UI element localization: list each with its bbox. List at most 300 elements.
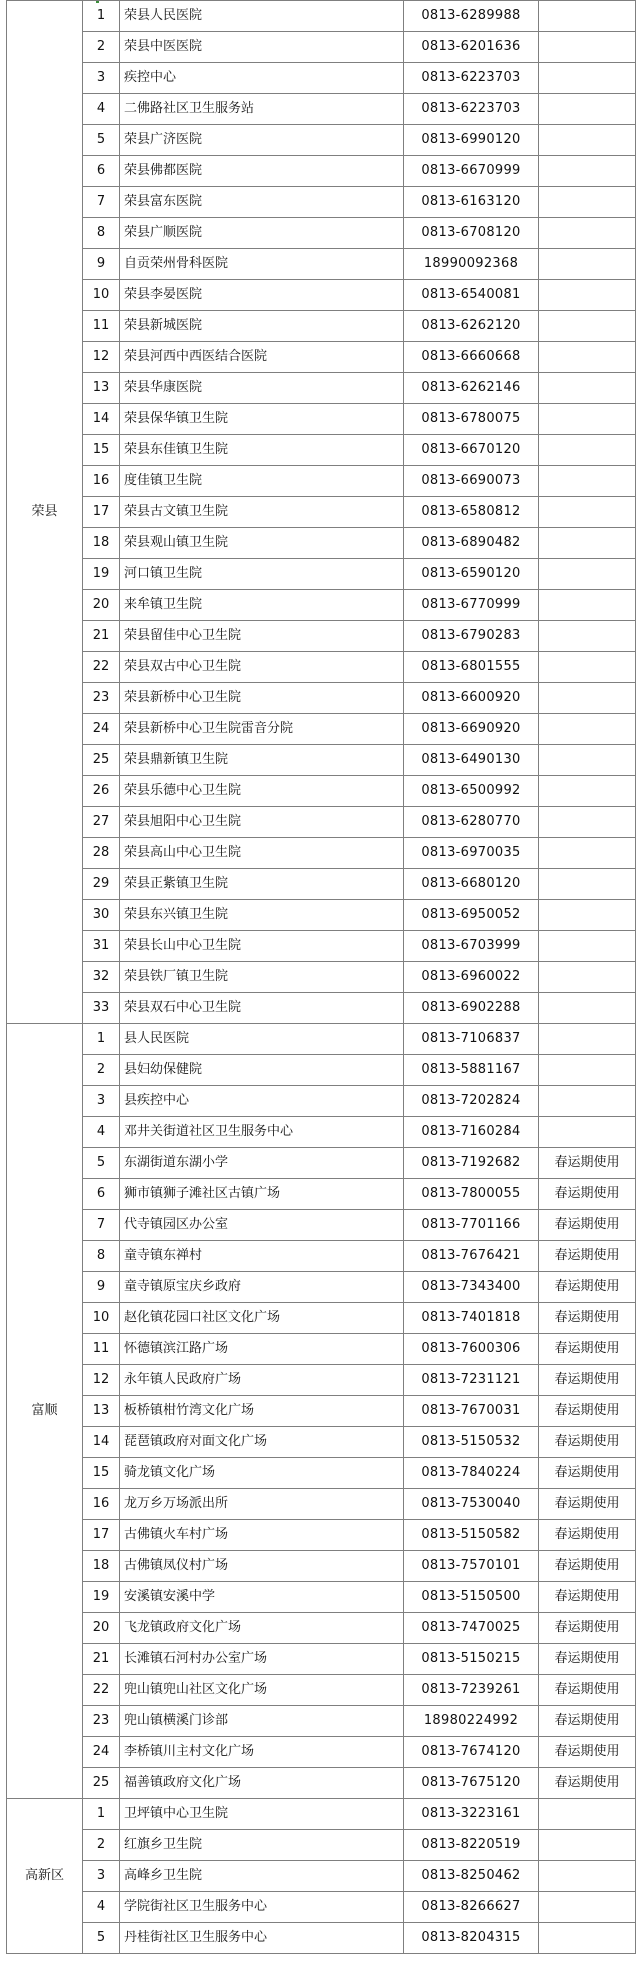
table-row: [7, 1768, 636, 1799]
note-cell: [539, 776, 636, 807]
facility-name-cell: 荣县正紫镇卫生院: [120, 869, 404, 900]
note-cell: 春运期使用: [539, 1427, 636, 1458]
table-row: [7, 342, 636, 373]
note-cell: 春运期使用: [539, 1210, 636, 1241]
table-body: [7, 1, 636, 1954]
note-cell: [539, 931, 636, 962]
row-number-cell: 22: [83, 652, 120, 683]
note-cell: 春运期使用: [539, 1458, 636, 1489]
row-number-cell: 30: [83, 900, 120, 931]
phone-cell: 0813-7676421: [404, 1241, 539, 1272]
row-number-cell: 17: [83, 1520, 120, 1551]
table-row: [7, 807, 636, 838]
facility-name-cell: 骑龙镇文化广场: [120, 1458, 404, 1489]
phone-cell: 0813-8220519: [404, 1830, 539, 1861]
note-cell: 春运期使用: [539, 1396, 636, 1427]
phone-cell: 0813-7701166: [404, 1210, 539, 1241]
phone-cell: 0813-5150582: [404, 1520, 539, 1551]
note-cell: 春运期使用: [539, 1365, 636, 1396]
phone-cell: 0813-6289988: [404, 1, 539, 32]
row-number-cell: 5: [83, 125, 120, 156]
note-cell: 春运期使用: [539, 1613, 636, 1644]
row-number-cell: 16: [83, 466, 120, 497]
facility-name-cell: 县妇幼保健院: [120, 1055, 404, 1086]
note-cell: [539, 1799, 636, 1830]
facility-name-cell: 李桥镇川主村文化广场: [120, 1737, 404, 1768]
note-cell: [539, 1, 636, 32]
row-number-cell: 22: [83, 1675, 120, 1706]
row-number-cell: 21: [83, 621, 120, 652]
phone-cell: 0813-6580812: [404, 497, 539, 528]
row-number-cell: 8: [83, 1241, 120, 1272]
note-cell: [539, 652, 636, 683]
facility-name-cell: 怀德镇滨江路广场: [120, 1334, 404, 1365]
note-cell: [539, 559, 636, 590]
table-row: [7, 1861, 636, 1892]
note-cell: 春运期使用: [539, 1148, 636, 1179]
note-cell: [539, 435, 636, 466]
facility-name-cell: 龙万乡万场派出所: [120, 1489, 404, 1520]
phone-cell: 0813-6990120: [404, 125, 539, 156]
row-number-cell: 14: [83, 404, 120, 435]
row-number-cell: 5: [83, 1923, 120, 1954]
facility-name-cell: 荣县新桥中心卫生院雷音分院: [120, 714, 404, 745]
note-cell: [539, 249, 636, 280]
row-number-cell: 3: [83, 63, 120, 94]
facility-name-cell: 高峰乡卫生院: [120, 1861, 404, 1892]
facility-name-cell: 安溪镇安溪中学: [120, 1582, 404, 1613]
facility-name-cell: 荣县长山中心卫生院: [120, 931, 404, 962]
table-row: [7, 187, 636, 218]
facility-name-cell: 荣县高山中心卫生院: [120, 838, 404, 869]
note-cell: [539, 962, 636, 993]
row-number-cell: 10: [83, 280, 120, 311]
table-row: [7, 63, 636, 94]
note-cell: [539, 156, 636, 187]
phone-cell: 0813-6660668: [404, 342, 539, 373]
row-number-cell: 11: [83, 1334, 120, 1365]
facility-name-cell: 来牟镇卫生院: [120, 590, 404, 621]
note-cell: 春运期使用: [539, 1675, 636, 1706]
table-row: [7, 1024, 636, 1055]
facility-name-cell: 荣县旭阳中心卫生院: [120, 807, 404, 838]
phone-cell: 0813-7343400: [404, 1272, 539, 1303]
phone-cell: 0813-5150532: [404, 1427, 539, 1458]
row-number-cell: 1: [83, 1799, 120, 1830]
phone-cell: 0813-6680120: [404, 869, 539, 900]
row-number-cell: 6: [83, 156, 120, 187]
facility-name-cell: 荣县华康医院: [120, 373, 404, 404]
facility-name-cell: 飞龙镇政府文化广场: [120, 1613, 404, 1644]
table-row: [7, 1179, 636, 1210]
table-row: [7, 1582, 636, 1613]
row-number-cell: 12: [83, 342, 120, 373]
phone-cell: 0813-5881167: [404, 1055, 539, 1086]
row-number-cell: 15: [83, 1458, 120, 1489]
note-cell: 春运期使用: [539, 1768, 636, 1799]
table-row: [7, 1489, 636, 1520]
facility-name-cell: 荣县中医医院: [120, 32, 404, 63]
row-number-cell: 25: [83, 1768, 120, 1799]
table-row: [7, 559, 636, 590]
hospital-contact-table: [6, 0, 636, 1954]
phone-cell: 0813-6690920: [404, 714, 539, 745]
facility-name-cell: 东湖街道东湖小学: [120, 1148, 404, 1179]
note-cell: [539, 1830, 636, 1861]
facility-name-cell: 兜山镇横溪门诊部: [120, 1706, 404, 1737]
phone-cell: 0813-6201636: [404, 32, 539, 63]
phone-cell: 0813-8204315: [404, 1923, 539, 1954]
note-cell: [539, 373, 636, 404]
phone-cell: 0813-7600306: [404, 1334, 539, 1365]
table-row: [7, 94, 636, 125]
facility-name-cell: 兜山镇兜山社区文化广场: [120, 1675, 404, 1706]
facility-name-cell: 永年镇人民政府广场: [120, 1365, 404, 1396]
facility-name-cell: 荣县人民医院: [120, 1, 404, 32]
facility-name-cell: 荣县新桥中心卫生院: [120, 683, 404, 714]
table-row: [7, 311, 636, 342]
region-cell: 荣县: [7, 1, 83, 1024]
row-number-cell: 10: [83, 1303, 120, 1334]
note-cell: [539, 218, 636, 249]
phone-cell: 0813-7800055: [404, 1179, 539, 1210]
phone-cell: 0813-7530040: [404, 1489, 539, 1520]
facility-name-cell: 荣县观山镇卫生院: [120, 528, 404, 559]
row-number-cell: 20: [83, 590, 120, 621]
facility-name-cell: 狮市镇狮子滩社区古镇广场: [120, 1179, 404, 1210]
table-row: [7, 590, 636, 621]
facility-name-cell: 县疾控中心: [120, 1086, 404, 1117]
facility-name-cell: 荣县双古中心卫生院: [120, 652, 404, 683]
phone-cell: 0813-6223703: [404, 94, 539, 125]
note-cell: [539, 590, 636, 621]
phone-cell: 0813-6960022: [404, 962, 539, 993]
table-row: [7, 1, 636, 32]
phone-cell: 0813-6500992: [404, 776, 539, 807]
facility-name-cell: 荣县乐德中心卫生院: [120, 776, 404, 807]
table-row: [7, 218, 636, 249]
table-row: [7, 280, 636, 311]
note-cell: 春运期使用: [539, 1272, 636, 1303]
phone-cell: 0813-6280770: [404, 807, 539, 838]
phone-cell: 0813-7231121: [404, 1365, 539, 1396]
note-cell: [539, 466, 636, 497]
table-row: [7, 714, 636, 745]
row-number-cell: 24: [83, 714, 120, 745]
facility-name-cell: 荣县李晏医院: [120, 280, 404, 311]
note-cell: 春运期使用: [539, 1489, 636, 1520]
note-cell: [539, 1117, 636, 1148]
facility-name-cell: 荣县富东医院: [120, 187, 404, 218]
row-number-cell: 21: [83, 1644, 120, 1675]
facility-name-cell: 荣县新城医院: [120, 311, 404, 342]
facility-name-cell: 邓井关街道社区卫生服务中心: [120, 1117, 404, 1148]
note-cell: 春运期使用: [539, 1582, 636, 1613]
table-row: [7, 156, 636, 187]
facility-name-cell: 卫坪镇中心卫生院: [120, 1799, 404, 1830]
phone-cell: 0813-7570101: [404, 1551, 539, 1582]
phone-cell: 0813-6902288: [404, 993, 539, 1024]
table-row: [7, 435, 636, 466]
row-number-cell: 7: [83, 187, 120, 218]
note-cell: [539, 683, 636, 714]
note-cell: [539, 94, 636, 125]
facility-name-cell: 童寺镇原宝庆乡政府: [120, 1272, 404, 1303]
table-row: [7, 1737, 636, 1768]
note-cell: [539, 714, 636, 745]
facility-name-cell: 长滩镇石河村办公室广场: [120, 1644, 404, 1675]
row-number-cell: 23: [83, 1706, 120, 1737]
phone-cell: 0813-7840224: [404, 1458, 539, 1489]
row-number-cell: 31: [83, 931, 120, 962]
row-number-cell: 17: [83, 497, 120, 528]
table-row: [7, 1055, 636, 1086]
note-cell: [539, 187, 636, 218]
facility-name-cell: 河口镇卫生院: [120, 559, 404, 590]
phone-cell: 0813-7670031: [404, 1396, 539, 1427]
table-row: [7, 1799, 636, 1830]
row-number-cell: 14: [83, 1427, 120, 1458]
row-number-cell: 12: [83, 1365, 120, 1396]
phone-cell: 0813-6780075: [404, 404, 539, 435]
table-row: [7, 1613, 636, 1644]
note-cell: [539, 621, 636, 652]
note-cell: [539, 838, 636, 869]
note-cell: [539, 1024, 636, 1055]
note-cell: [539, 342, 636, 373]
phone-cell: 18990092368: [404, 249, 539, 280]
table-row: [7, 1427, 636, 1458]
row-number-cell: 25: [83, 745, 120, 776]
row-number-cell: 27: [83, 807, 120, 838]
phone-cell: 0813-6262120: [404, 311, 539, 342]
row-number-cell: 1: [83, 1024, 120, 1055]
row-number-cell: 33: [83, 993, 120, 1024]
phone-cell: 0813-7106837: [404, 1024, 539, 1055]
facility-name-cell: 荣县佛都医院: [120, 156, 404, 187]
phone-cell: 0813-7202824: [404, 1086, 539, 1117]
row-number-cell: 4: [83, 1117, 120, 1148]
facility-name-cell: 红旗乡卫生院: [120, 1830, 404, 1861]
note-cell: [539, 497, 636, 528]
region-cell: 富顺: [7, 1024, 83, 1799]
table-row: [7, 466, 636, 497]
note-cell: 春运期使用: [539, 1644, 636, 1675]
table-row: [7, 1675, 636, 1706]
phone-cell: 0813-3223161: [404, 1799, 539, 1830]
note-cell: [539, 745, 636, 776]
table-row: [7, 125, 636, 156]
facility-name-cell: 福善镇政府文化广场: [120, 1768, 404, 1799]
note-cell: [539, 528, 636, 559]
phone-cell: 0813-6540081: [404, 280, 539, 311]
note-cell: [539, 404, 636, 435]
table-row: [7, 1830, 636, 1861]
facility-name-cell: 度佳镇卫生院: [120, 466, 404, 497]
row-number-cell: 18: [83, 1551, 120, 1582]
note-cell: 春运期使用: [539, 1334, 636, 1365]
facility-name-cell: 古佛镇火车村广场: [120, 1520, 404, 1551]
phone-cell: 0813-7470025: [404, 1613, 539, 1644]
facility-name-cell: 二佛路社区卫生服务站: [120, 94, 404, 125]
table-row: [7, 1303, 636, 1334]
phone-cell: 0813-5150215: [404, 1644, 539, 1675]
phone-cell: 0813-6708120: [404, 218, 539, 249]
row-number-cell: 20: [83, 1613, 120, 1644]
row-number-cell: 13: [83, 1396, 120, 1427]
row-number-cell: 5: [83, 1148, 120, 1179]
facility-name-cell: 疾控中心: [120, 63, 404, 94]
table-row: [7, 838, 636, 869]
facility-name-cell: 赵化镇花园口社区文化广场: [120, 1303, 404, 1334]
table-row: [7, 993, 636, 1024]
table-row: [7, 621, 636, 652]
row-number-cell: 7: [83, 1210, 120, 1241]
phone-cell: 0813-7675120: [404, 1768, 539, 1799]
table-row: [7, 32, 636, 63]
note-cell: [539, 280, 636, 311]
row-number-cell: 9: [83, 249, 120, 280]
facility-name-cell: 荣县铁厂镇卫生院: [120, 962, 404, 993]
phone-cell: 0813-6590120: [404, 559, 539, 590]
table-row: [7, 1644, 636, 1675]
row-number-cell: 23: [83, 683, 120, 714]
row-number-cell: 2: [83, 32, 120, 63]
row-number-cell: 3: [83, 1086, 120, 1117]
row-number-cell: 24: [83, 1737, 120, 1768]
note-cell: [539, 900, 636, 931]
phone-cell: 0813-6262146: [404, 373, 539, 404]
table-row: [7, 1334, 636, 1365]
phone-cell: 0813-6890482: [404, 528, 539, 559]
note-cell: [539, 311, 636, 342]
table-row: [7, 1551, 636, 1582]
phone-cell: 18980224992: [404, 1706, 539, 1737]
row-number-cell: 1: [83, 1, 120, 32]
row-number-cell: 16: [83, 1489, 120, 1520]
region-cell: 高新区: [7, 1799, 83, 1954]
table-row: [7, 1272, 636, 1303]
phone-cell: 0813-7239261: [404, 1675, 539, 1706]
row-number-cell: 26: [83, 776, 120, 807]
table-row: [7, 1148, 636, 1179]
note-cell: 春运期使用: [539, 1737, 636, 1768]
row-number-cell: 32: [83, 962, 120, 993]
facility-name-cell: 古佛镇凤仪村广场: [120, 1551, 404, 1582]
note-cell: 春运期使用: [539, 1520, 636, 1551]
note-cell: 春运期使用: [539, 1551, 636, 1582]
phone-cell: 0813-6690073: [404, 466, 539, 497]
phone-cell: 0813-6970035: [404, 838, 539, 869]
table-row: [7, 1365, 636, 1396]
note-cell: 春运期使用: [539, 1179, 636, 1210]
facility-name-cell: 荣县河西中西医结合医院: [120, 342, 404, 373]
note-cell: 春运期使用: [539, 1706, 636, 1737]
table-row: [7, 1458, 636, 1489]
row-number-cell: 11: [83, 311, 120, 342]
row-number-cell: 4: [83, 94, 120, 125]
note-cell: [539, 125, 636, 156]
note-cell: 春运期使用: [539, 1303, 636, 1334]
note-cell: [539, 1055, 636, 1086]
facility-name-cell: 荣县广济医院: [120, 125, 404, 156]
table-row: [7, 1241, 636, 1272]
phone-cell: 0813-5150500: [404, 1582, 539, 1613]
table-row: [7, 528, 636, 559]
table-row: [7, 962, 636, 993]
table-row: [7, 745, 636, 776]
note-cell: 春运期使用: [539, 1241, 636, 1272]
row-number-cell: 18: [83, 528, 120, 559]
facility-name-cell: 荣县东兴镇卫生院: [120, 900, 404, 931]
row-number-cell: 13: [83, 373, 120, 404]
phone-cell: 0813-6770999: [404, 590, 539, 621]
facility-name-cell: 琵琶镇政府对面文化广场: [120, 1427, 404, 1458]
table-row: [7, 249, 636, 280]
facility-name-cell: 自贡荣州骨科医院: [120, 249, 404, 280]
row-number-cell: 9: [83, 1272, 120, 1303]
facility-name-cell: 荣县鼎新镇卫生院: [120, 745, 404, 776]
facility-name-cell: 县人民医院: [120, 1024, 404, 1055]
table-row: [7, 1923, 636, 1954]
facility-name-cell: 童寺镇东禅村: [120, 1241, 404, 1272]
table-row: [7, 869, 636, 900]
phone-cell: 0813-6801555: [404, 652, 539, 683]
note-cell: [539, 1086, 636, 1117]
facility-name-cell: 荣县广顺医院: [120, 218, 404, 249]
note-cell: [539, 807, 636, 838]
note-cell: [539, 32, 636, 63]
phone-cell: 0813-7160284: [404, 1117, 539, 1148]
row-number-cell: 28: [83, 838, 120, 869]
table-row: [7, 497, 636, 528]
phone-cell: 0813-6703999: [404, 931, 539, 962]
table-row: [7, 1117, 636, 1148]
facility-name-cell: 荣县保华镇卫生院: [120, 404, 404, 435]
row-number-cell: 2: [83, 1830, 120, 1861]
phone-cell: 0813-6790283: [404, 621, 539, 652]
note-cell: [539, 1861, 636, 1892]
row-number-cell: 2: [83, 1055, 120, 1086]
row-number-cell: 19: [83, 1582, 120, 1613]
table-row: [7, 1086, 636, 1117]
table-row: [7, 373, 636, 404]
phone-cell: 0813-6670999: [404, 156, 539, 187]
note-cell: [539, 1923, 636, 1954]
facility-name-cell: 丹桂街社区卫生服务中心: [120, 1923, 404, 1954]
phone-cell: 0813-7401818: [404, 1303, 539, 1334]
facility-name-cell: 荣县东佳镇卫生院: [120, 435, 404, 466]
table-row: [7, 404, 636, 435]
table-row: [7, 1210, 636, 1241]
table-row: [7, 1706, 636, 1737]
phone-cell: 0813-6670120: [404, 435, 539, 466]
note-cell: [539, 63, 636, 94]
phone-cell: 0813-6223703: [404, 63, 539, 94]
table-row: [7, 900, 636, 931]
facility-name-cell: 代寺镇园区办公室: [120, 1210, 404, 1241]
row-number-cell: 6: [83, 1179, 120, 1210]
table-row: [7, 683, 636, 714]
phone-cell: 0813-6600920: [404, 683, 539, 714]
table-row: [7, 1520, 636, 1551]
table-row: [7, 652, 636, 683]
row-number-cell: 8: [83, 218, 120, 249]
table-row: [7, 776, 636, 807]
facility-name-cell: 荣县古文镇卫生院: [120, 497, 404, 528]
phone-cell: 0813-6163120: [404, 187, 539, 218]
row-number-cell: 19: [83, 559, 120, 590]
